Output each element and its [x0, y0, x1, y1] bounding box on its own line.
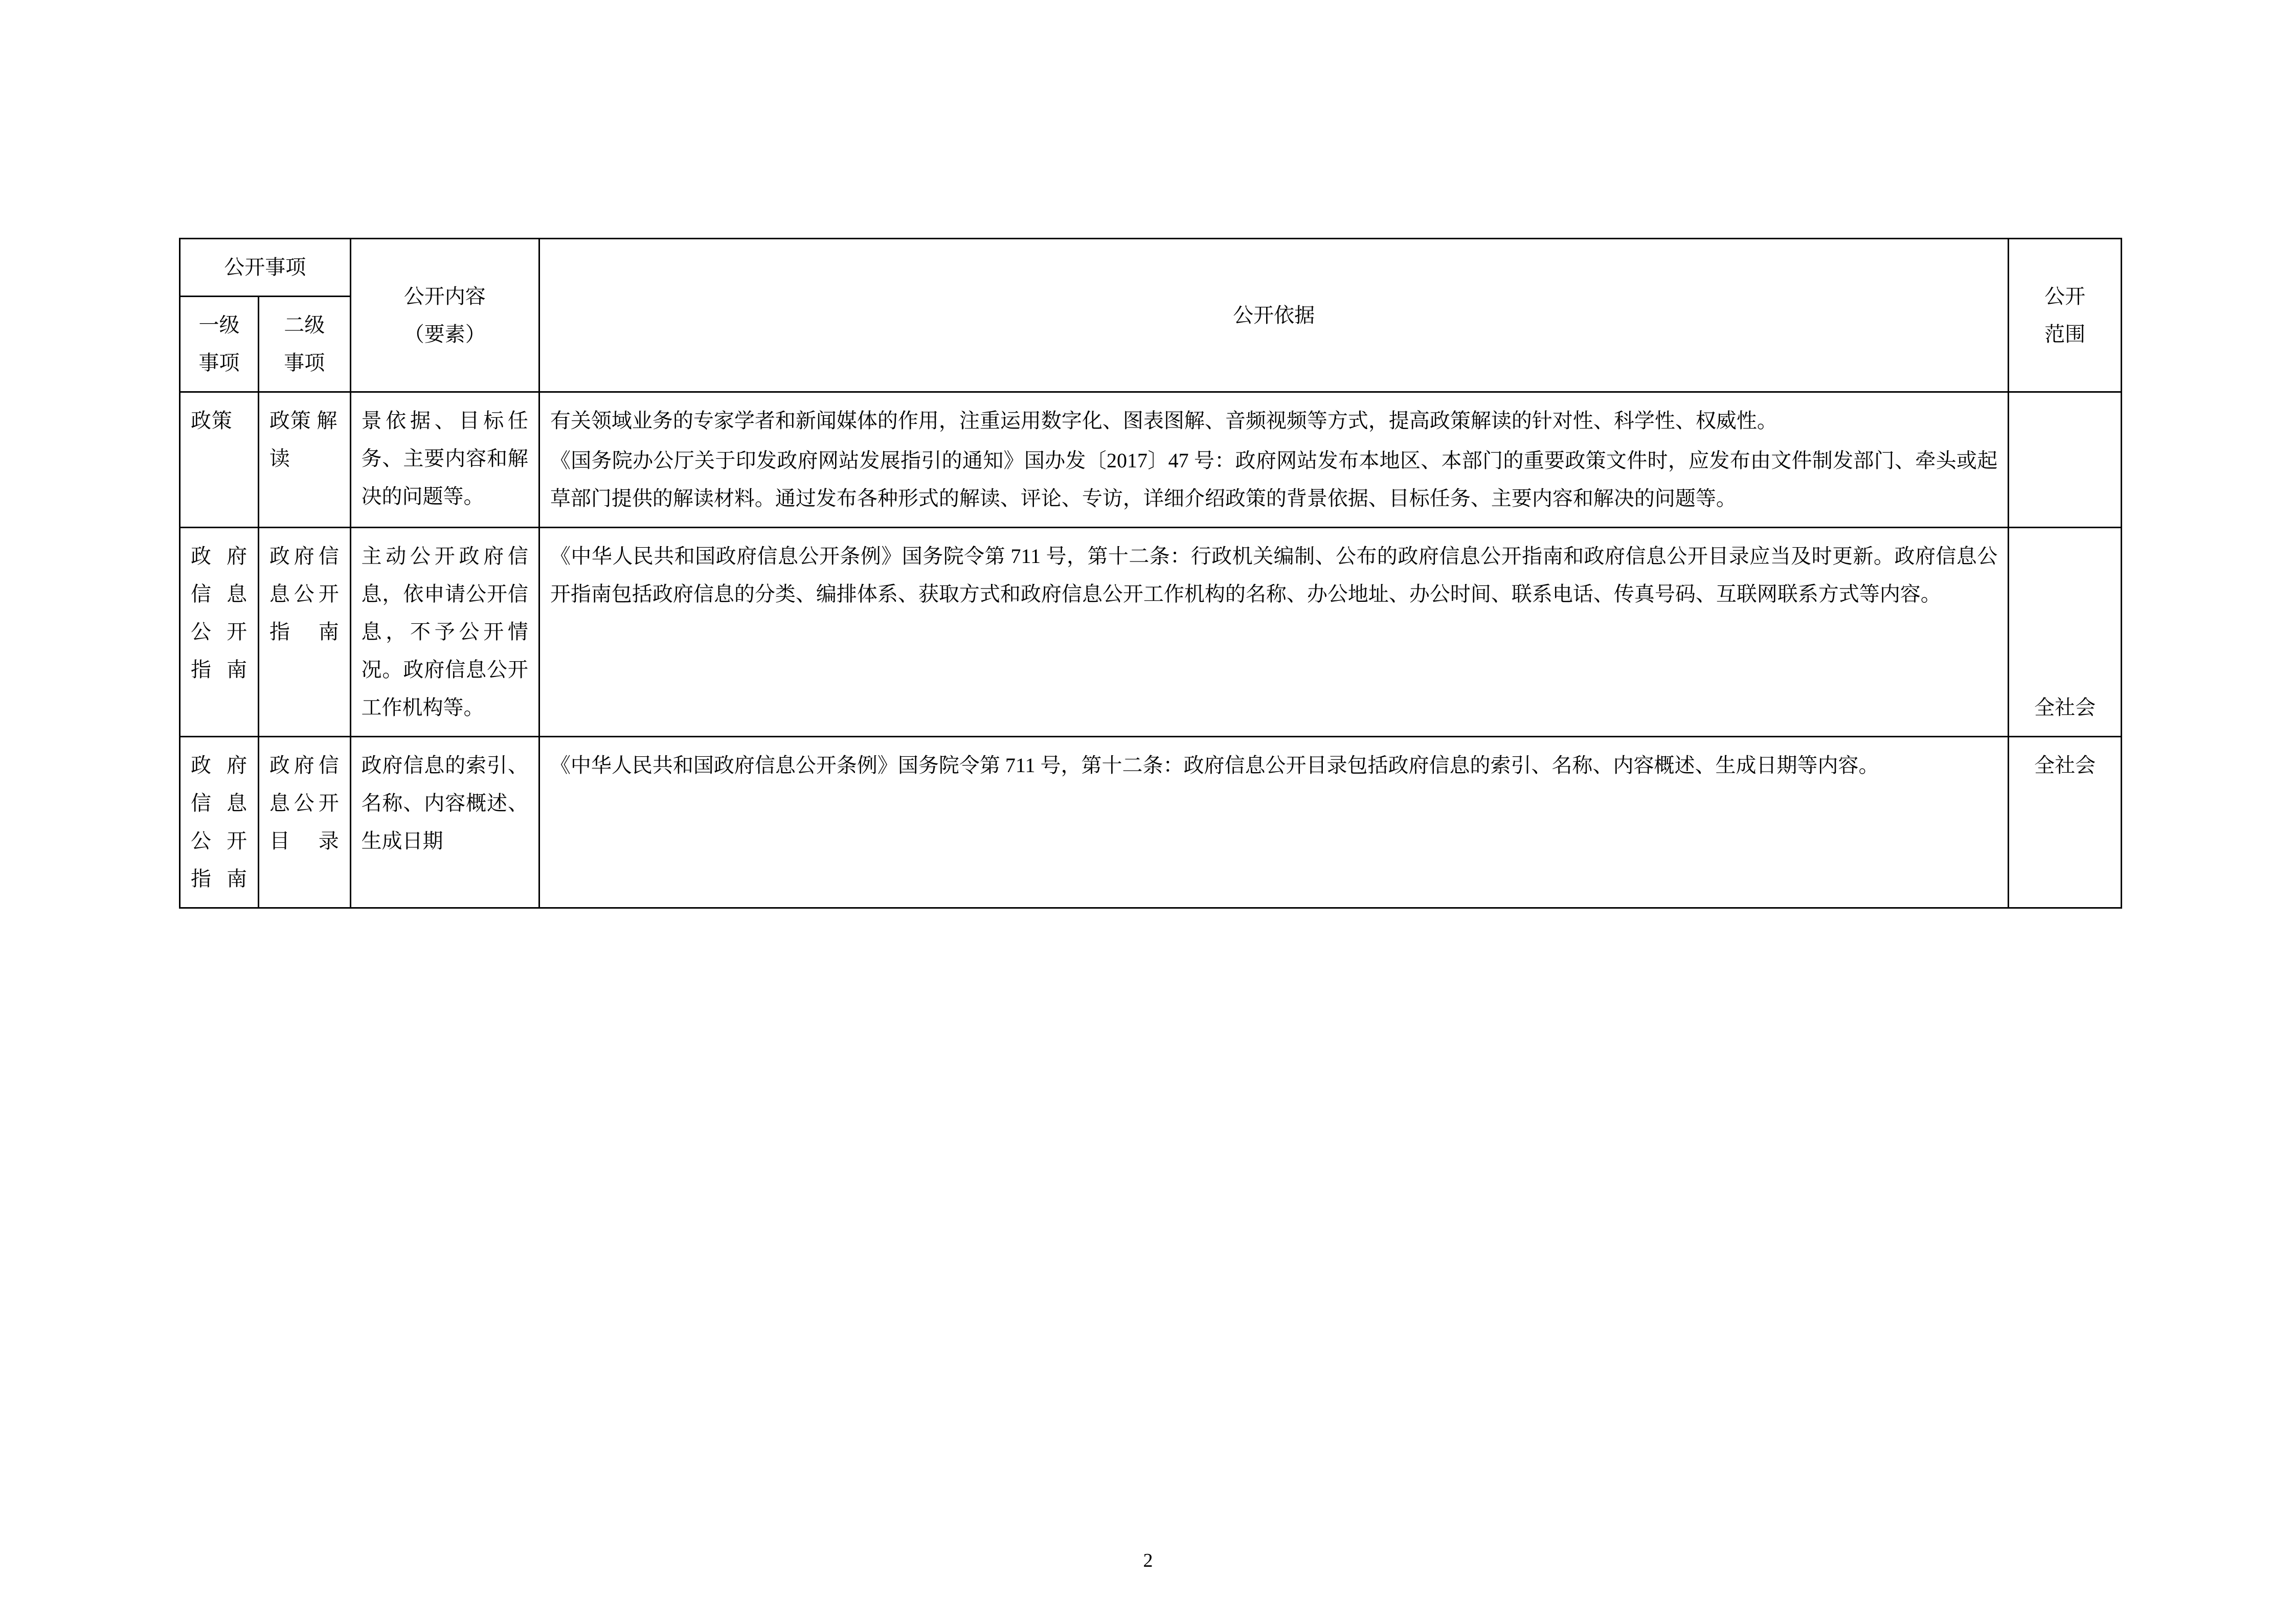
row2-scope: 全社会	[2009, 528, 2122, 737]
header-scope-line1: 公开	[2044, 284, 2086, 308]
row2-level2: 政府信息公开指南	[258, 528, 350, 737]
table-row	[180, 737, 2122, 908]
row2-basis-p1: 《中华人民共和国政府信息公开条例》国务院令第 711 号，第十二条：行政机关编制、公布的政府信息公开指南和政府信息公开目录应当及时更新。政府信息公开指南包括政府信息的分类、编排体系、获取方式和政府信息公开工作机构的名称、办公地址、办公时间、联系电话、传真号码、互联网联系方式等内容。	[550, 545, 1998, 605]
table-row	[180, 392, 2122, 528]
row1-basis	[539, 392, 2008, 528]
table-row	[180, 528, 2122, 737]
row3-scope: 全社会	[2009, 737, 2122, 908]
row3-basis	[539, 737, 2008, 908]
row2-basis	[539, 528, 2008, 737]
header-level1-line2: 事项	[198, 351, 240, 374]
row1-level2: 政策 解读	[258, 392, 350, 528]
row3-basis-p1: 《中华人民共和国政府信息公开条例》国务院令第 711 号，第十二条：政府信息公开目录包括政府信息的索引、名称、内容概述、生成日期等内容。	[550, 754, 1879, 777]
header-content-line1: 公开内容	[403, 284, 486, 308]
header-scope-line2: 范围	[2044, 322, 2086, 346]
header-basis: 公开依据	[539, 239, 2008, 392]
header-scope	[2009, 239, 2122, 392]
row1-level1: 政策	[180, 392, 259, 528]
row3-level2: 政府信息公开目录	[258, 737, 350, 908]
row3-content: 政府信息的索引、名称、内容概述、生成日期	[350, 737, 539, 908]
table-header-row-1	[180, 239, 2122, 297]
header-level2-line2: 事项	[284, 351, 325, 374]
disclosure-table	[179, 238, 2122, 909]
page-number: 2	[1143, 1550, 1153, 1571]
header-level1-line1: 一级	[198, 313, 240, 336]
row1-scope	[2009, 392, 2122, 528]
header-level2-line1: 二级	[284, 313, 325, 336]
header-content	[350, 239, 539, 392]
row1-basis-p2: 《国务院办公厅关于印发政府网站发展指引的通知》国办发〔2017〕47 号：政府网站发布本地区、本部门的重要政策文件时，应发布由文件制发部门、牵头或起草部门提供的解读材料。通过发布各种形式的解读、评论、专访，详细介绍政策的背景依据、目标任务、主要内容和解决的问题等。	[550, 449, 1998, 510]
row3-level1: 政府信息公开指南	[180, 737, 259, 908]
header-level2	[258, 297, 350, 392]
row1-basis-p1: 有关领域业务的专家学者和新闻媒体的作用，注重运用数字化、图表图解、音频视频等方式，提高政策解读的针对性、科学性、权威性。	[550, 409, 1777, 432]
row1-content: 景依据、目标任务、主要内容和解决的问题等。	[350, 392, 539, 528]
row2-level1: 政府信息公开指南	[180, 528, 259, 737]
header-level1	[180, 297, 259, 392]
row2-content: 主动公开政府信息，依申请公开信息，不予公开情况。政府信息公开工作机构等。	[350, 528, 539, 737]
header-content-line2: （要素）	[403, 322, 486, 346]
header-group-matter: 公开事项	[180, 239, 351, 297]
